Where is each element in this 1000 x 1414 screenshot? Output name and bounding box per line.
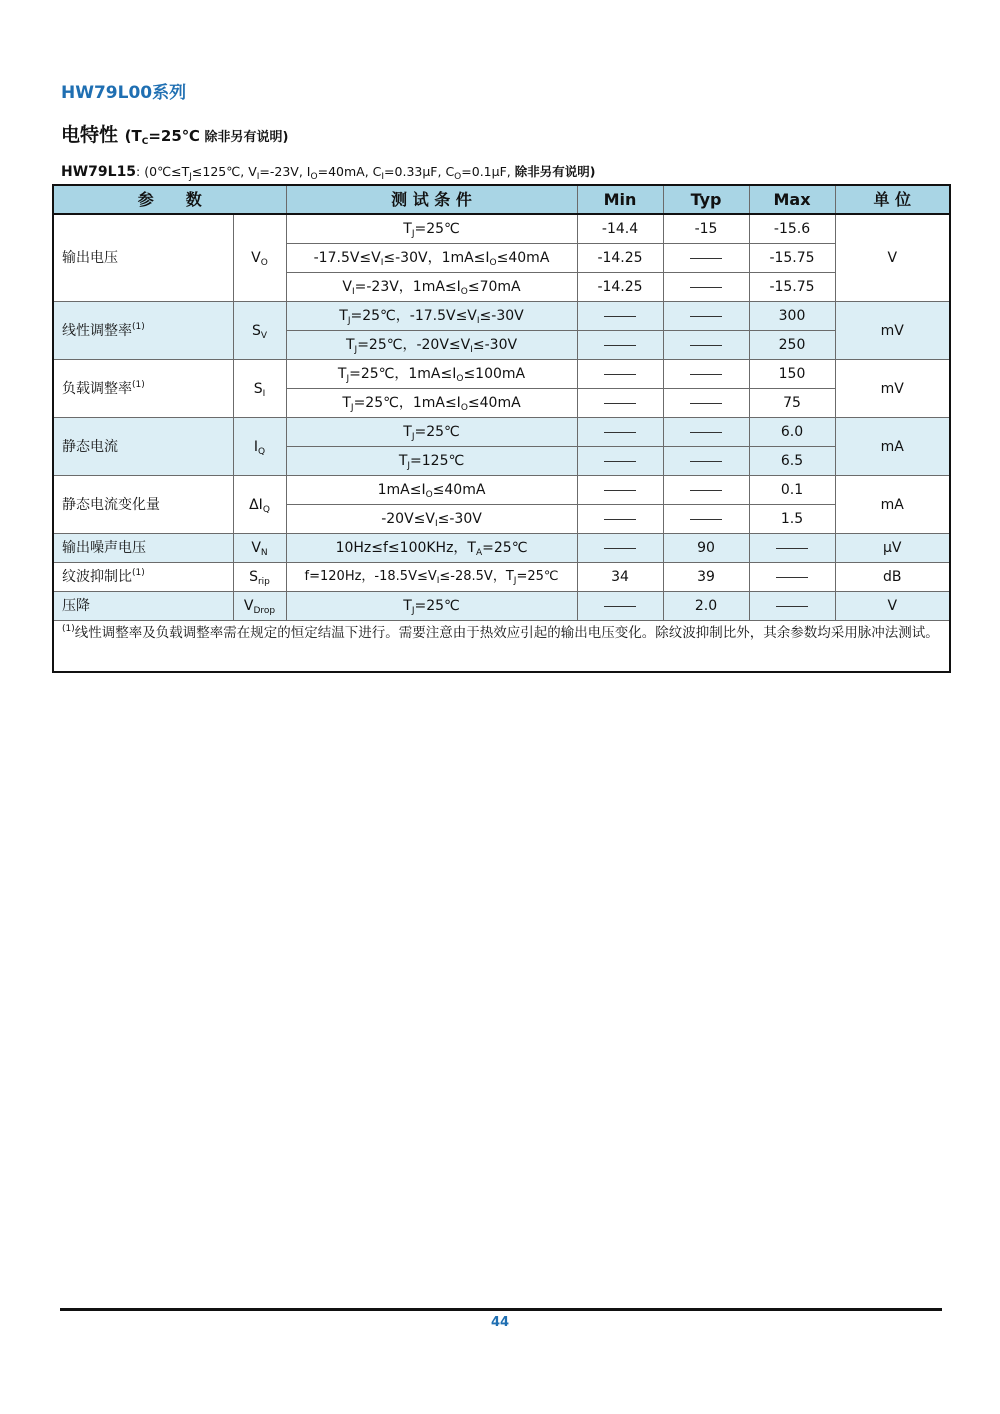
dash-mark <box>604 403 636 404</box>
electrical-characteristics-table <box>52 184 951 673</box>
min-value <box>577 302 663 331</box>
min-value: -14.25 <box>577 244 663 273</box>
max-value: -15.75 <box>749 244 835 273</box>
table-row <box>53 476 950 505</box>
max-value: 250 <box>749 331 835 360</box>
max-value: 0.1 <box>749 476 835 505</box>
table-header-row <box>53 185 950 214</box>
max-value: 1.5 <box>749 505 835 534</box>
dash-mark <box>604 548 636 549</box>
min-value: -14.4 <box>577 214 663 244</box>
min-value <box>577 534 663 563</box>
typ-value: 90 <box>663 534 749 563</box>
min-value: 34 <box>577 563 663 592</box>
dash-mark <box>604 490 636 491</box>
test-condition: $T_J=25℃$，$-20V\le V_I\le-30V$ <box>286 331 577 360</box>
test-condition: $-20V\le V_I\le-30V$ <box>286 505 577 534</box>
table-row <box>53 563 950 592</box>
dash-mark <box>604 316 636 317</box>
test-condition: $1mA\le I_O\le 40mA$ <box>286 476 577 505</box>
table-footnote: $^{(1)}$线性调整率及负载调整率需在规定的恒定结温下进行。需要注意由于热效应引起的输出电压变化。除纹波抑制比外，其余参数均采用脉冲法测试。 <box>53 621 950 673</box>
typ-value <box>663 302 749 331</box>
unit: mA <box>835 418 950 476</box>
dash-mark <box>604 345 636 346</box>
dash-mark <box>690 519 722 520</box>
header-condition: 测 试 条 件 <box>286 185 577 214</box>
unit: mV <box>835 302 950 360</box>
max-value <box>749 592 835 621</box>
param-symbol: $V_N$ <box>233 534 286 563</box>
table-row <box>53 418 950 447</box>
max-value: -15.75 <box>749 273 835 302</box>
min-value: -14.25 <box>577 273 663 302</box>
dash-mark <box>776 577 808 578</box>
min-value <box>577 418 663 447</box>
test-condition: $-17.5V\le V_I\le-30V$，$1mA\le I_O\le 40mA$ <box>286 244 577 273</box>
unit: μV <box>835 534 950 563</box>
typ-value <box>663 360 749 389</box>
test-condition: f=120Hz，$-18.5V\le V_I\le-28.5V$，$T_J=25℃$ <box>286 563 577 592</box>
footnote-row <box>53 621 950 673</box>
typ-value <box>663 505 749 534</box>
max-value: 75 <box>749 389 835 418</box>
dash-mark <box>690 345 722 346</box>
unit: mA <box>835 476 950 534</box>
typ-value <box>663 476 749 505</box>
typ-value: 39 <box>663 563 749 592</box>
test-condition: 10Hz≤f≤100KHz，$T_A=25℃$ <box>286 534 577 563</box>
part-number: HW79L15 <box>61 164 137 180</box>
page-number: 44 <box>490 1315 510 1330</box>
param-symbol: $V_O$ <box>233 214 286 302</box>
dash-mark <box>690 403 722 404</box>
min-value <box>577 476 663 505</box>
max-value <box>749 563 835 592</box>
param-name: 线性调整率$^{(1)}$ <box>53 302 233 360</box>
typ-value <box>663 418 749 447</box>
param-name: 负载调整率$^{(1)}$ <box>53 360 233 418</box>
typ-value: -15 <box>663 214 749 244</box>
max-value: -15.6 <box>749 214 835 244</box>
typ-value <box>663 447 749 476</box>
param-symbol: $S_V$ <box>233 302 286 360</box>
table-row <box>53 360 950 389</box>
dash-mark <box>690 287 722 288</box>
max-value: 150 <box>749 360 835 389</box>
dash-mark <box>776 548 808 549</box>
unit: dB <box>835 563 950 592</box>
param-symbol: $S_{rip}$ <box>233 563 286 592</box>
max-value: 6.0 <box>749 418 835 447</box>
header-typ: Typ <box>663 185 749 214</box>
param-symbol: $\Delta I_Q$ <box>233 476 286 534</box>
typ-value: 2.0 <box>663 592 749 621</box>
dash-mark <box>604 461 636 462</box>
test-condition: $T_J=25℃$ <box>286 214 577 244</box>
typ-value <box>663 389 749 418</box>
dash-mark <box>776 606 808 607</box>
header-param: 参 数 <box>53 185 286 214</box>
param-symbol: $S_I$ <box>233 360 286 418</box>
param-name: 静态电流 <box>53 418 233 476</box>
test-condition: $V_I=-23V$，$1mA\le I_O\le 70mA$ <box>286 273 577 302</box>
table-row <box>53 302 950 331</box>
dash-mark <box>604 606 636 607</box>
min-value <box>577 592 663 621</box>
dash-mark <box>690 461 722 462</box>
min-value <box>577 360 663 389</box>
dash-mark <box>604 519 636 520</box>
table-row <box>53 592 950 621</box>
typ-value <box>663 273 749 302</box>
unit: V <box>835 214 950 302</box>
typ-value <box>663 331 749 360</box>
test-condition: $T_J=125℃$ <box>286 447 577 476</box>
test-condition: $T_J=25℃$ <box>286 592 577 621</box>
unit: V <box>835 592 950 621</box>
max-value: 6.5 <box>749 447 835 476</box>
section-condition: ($T_C=25℃$ 除非另有说明) <box>124 127 289 147</box>
test-condition: $T_J=25℃$ <box>286 418 577 447</box>
param-symbol: $I_Q$ <box>233 418 286 476</box>
section-title-text: 电特性 <box>61 124 119 146</box>
dash-mark <box>604 374 636 375</box>
header-max: Max <box>749 185 835 214</box>
param-name: 压降 <box>53 592 233 621</box>
header-min: Min <box>577 185 663 214</box>
param-name: 输出电压 <box>53 214 233 302</box>
table-row <box>53 534 950 563</box>
min-value <box>577 331 663 360</box>
footer-rule <box>60 1308 942 1311</box>
param-name: 静态电流变化量 <box>53 476 233 534</box>
test-condition: $T_J=25℃$，$1mA\le I_O\le 40mA$ <box>286 389 577 418</box>
min-value <box>577 505 663 534</box>
dash-mark <box>604 432 636 433</box>
max-value: 300 <box>749 302 835 331</box>
typ-value <box>663 244 749 273</box>
unit: mV <box>835 360 950 418</box>
dash-mark <box>690 316 722 317</box>
max-value <box>749 534 835 563</box>
test-condition: $T_J=25℃$，$1mA\le I_O\le 100mA$ <box>286 360 577 389</box>
min-value <box>577 447 663 476</box>
min-value <box>577 389 663 418</box>
section-title <box>61 120 288 147</box>
table-row <box>53 214 950 244</box>
part-conditions: HW79L15: ($0℃\le T_J\le 125℃$, $V_I=-23V$, $I_O=40mA$, $C_I=0.33\mu F$, $C_O=0.1\mu F$, 除非另有说明) <box>61 164 596 182</box>
param-name: 纹波抑制比$^{(1)}$ <box>53 563 233 592</box>
dash-mark <box>690 490 722 491</box>
header-unit: 单 位 <box>835 185 950 214</box>
dash-mark <box>690 432 722 433</box>
dash-mark <box>690 258 722 259</box>
dash-mark <box>690 374 722 375</box>
param-name: 输出噪声电压 <box>53 534 233 563</box>
param-symbol: $V_{Drop}$ <box>233 592 286 621</box>
test-condition: $T_J=25℃$，$-17.5V\le V_I\le-30V$ <box>286 302 577 331</box>
series-title: HW79L00系列 <box>61 83 187 103</box>
